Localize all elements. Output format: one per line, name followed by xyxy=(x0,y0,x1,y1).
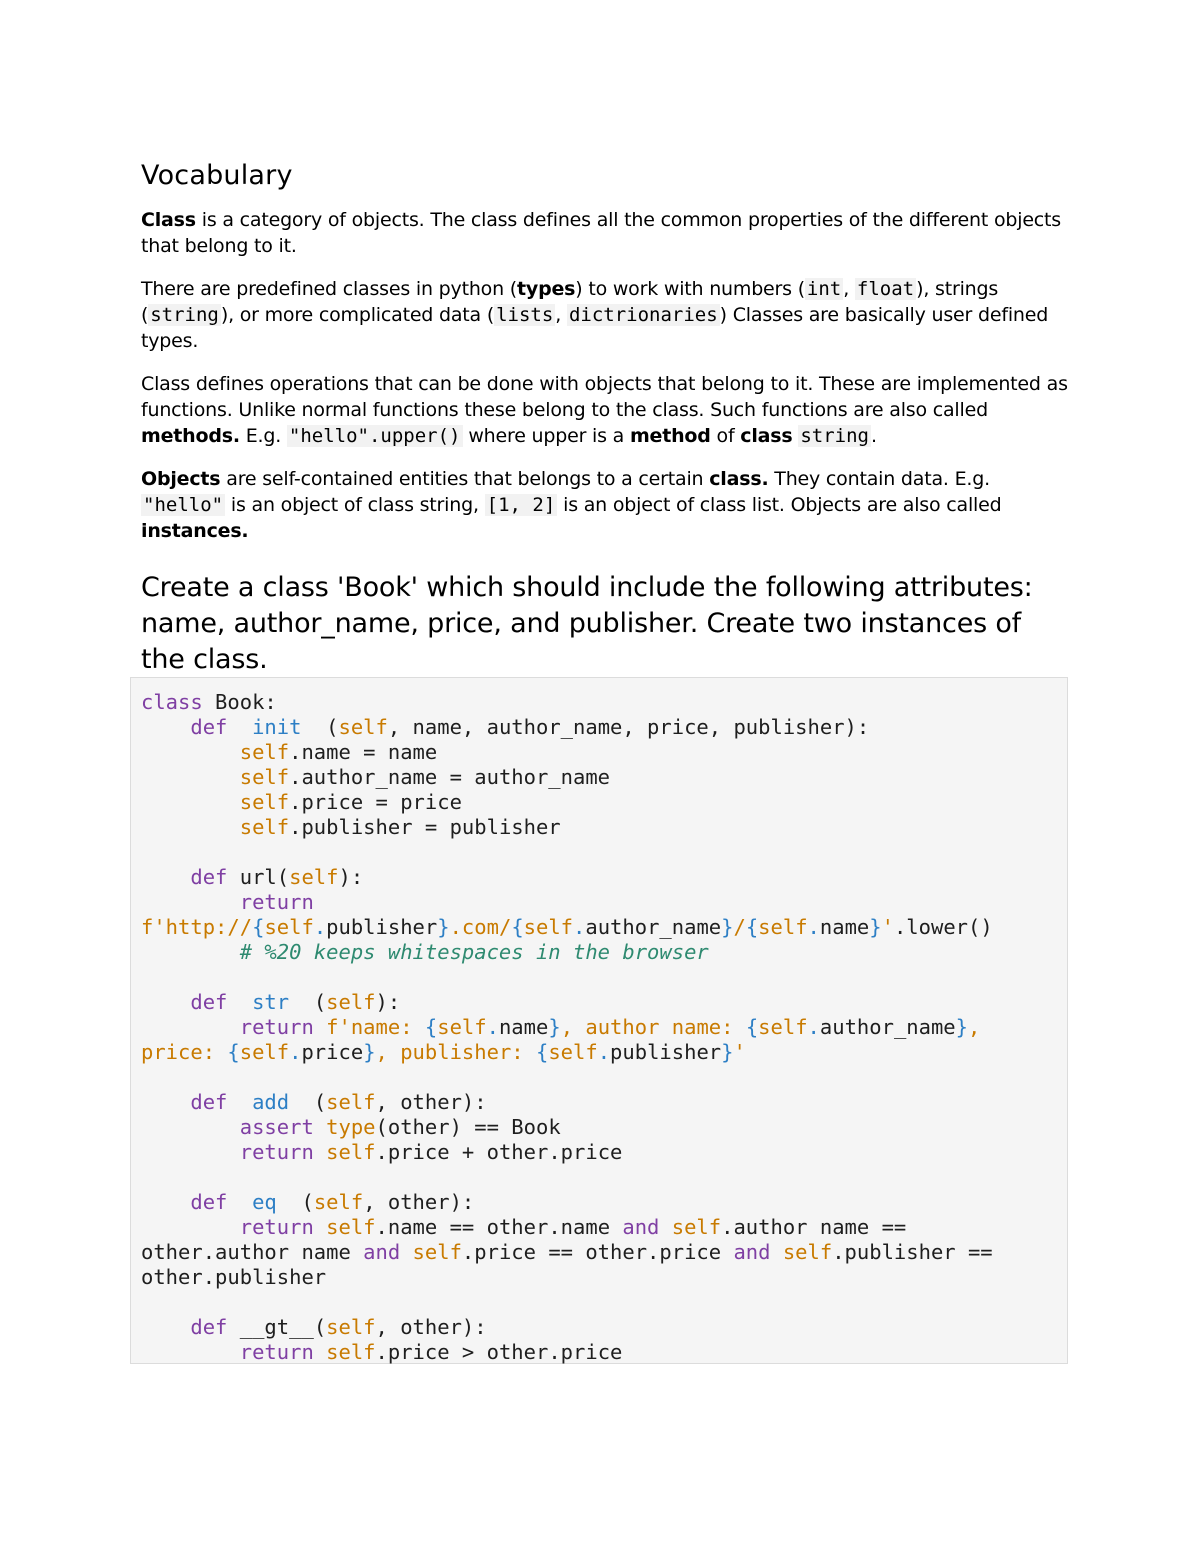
inline-code-float: float xyxy=(856,278,915,300)
code-line: self.name = name xyxy=(239,740,438,764)
text: are self-contained entities that belongs to a certain xyxy=(220,468,710,490)
predefined-classes-paragraph xyxy=(141,276,1071,354)
text: E.g. xyxy=(239,425,287,447)
vocabulary-section xyxy=(141,160,1071,678)
text: is a category of objects. The class defines all the common properties of the different objects that belong to it. xyxy=(141,209,1062,257)
code-line: def str (self): xyxy=(190,990,401,1014)
inline-code-lists: lists xyxy=(496,304,554,326)
code-line: return f'name: {self.name}, author name: {self.author_name}, xyxy=(239,1015,981,1039)
inline-code-dictrionaries: dictrionaries xyxy=(568,304,718,326)
code-line: self.price = price xyxy=(239,790,462,814)
text: ), strings ( xyxy=(141,278,999,326)
code-line: return self.price > other.price xyxy=(239,1340,623,1364)
text: where upper is a xyxy=(462,425,630,447)
code-line: def eq (self, other): xyxy=(190,1190,475,1214)
text: They contain data. E.g. xyxy=(768,468,990,490)
text: ), or more complicated data ( xyxy=(220,304,495,326)
methods-paragraph xyxy=(141,371,1071,449)
code-line: def add (self, other): xyxy=(190,1090,487,1114)
code-line: class Book: xyxy=(141,690,277,714)
code-line: other.author name and self.price == other.price and self.publisher == xyxy=(141,1240,993,1264)
objects-paragraph xyxy=(141,466,1071,544)
inline-code-string: string xyxy=(800,425,869,447)
term-class: class xyxy=(740,425,793,447)
term-instances: instances. xyxy=(141,520,249,542)
code-line: return self.price + other.price xyxy=(239,1140,623,1164)
inline-code-int: int xyxy=(806,278,842,300)
term-objects: Objects xyxy=(141,468,221,490)
text: Class defines operations that can be done with objects that belong to it. These are implemented as functions. Unlike normal functions these belong to the class. Such functions are also called xyxy=(141,373,1068,421)
term-types: types xyxy=(517,278,576,300)
text: . xyxy=(870,425,877,447)
code-line: return xyxy=(239,890,314,914)
text: is an object of class list. Objects are also called xyxy=(557,494,1002,516)
code-line: f'http://{self.publisher}.com/{self.author_name}/{self.name}'.lower() xyxy=(141,915,993,939)
code-cell xyxy=(130,677,1068,1364)
inline-code-hello: "hello" xyxy=(143,494,224,516)
code-line xyxy=(141,940,709,964)
text: ) to work with numbers ( xyxy=(575,278,805,300)
code-line: def init (self, name, author_name, price, publisher): xyxy=(190,715,870,739)
text: , xyxy=(843,278,855,300)
code-block xyxy=(131,678,1067,1365)
code-line: assert type(other) == Book xyxy=(239,1115,561,1139)
code-line: return self.name == other.name and self.author name == xyxy=(239,1215,907,1239)
code-line: def url(self): xyxy=(190,865,364,889)
class-definition-paragraph xyxy=(141,207,1071,259)
code-line: other.publisher xyxy=(141,1265,327,1289)
code-line: def __gt__(self, other): xyxy=(190,1315,487,1339)
term-method: method xyxy=(629,425,711,447)
text: There are predefined classes in python ( xyxy=(141,278,517,300)
code-line: self.publisher = publisher xyxy=(239,815,561,839)
code-line: price: {self.price}, publisher: {self.publisher}' xyxy=(141,1040,746,1064)
text: , xyxy=(555,304,567,326)
term-class: Class xyxy=(141,209,196,231)
code-comment: # %20 keeps whitespaces in the browser xyxy=(239,940,709,964)
vocabulary-heading: Vocabulary xyxy=(141,160,293,191)
text: of xyxy=(710,425,741,447)
inline-code-hello-upper: "hello".upper() xyxy=(288,425,461,447)
text: ) Classes are basically user defined types. xyxy=(141,304,1049,352)
inline-code-list: [1, 2] xyxy=(486,494,556,516)
inline-code-string: string xyxy=(150,304,219,326)
code-line: self.author_name = author_name xyxy=(239,765,611,789)
term-methods: methods. xyxy=(141,425,240,447)
text: is an object of class string, xyxy=(225,494,485,516)
term-class: class. xyxy=(709,468,769,490)
task-heading: Create a class 'Book' which should include the following attributes: name, author_name, price, and publisher. Create two instances of the class. xyxy=(141,572,1033,675)
